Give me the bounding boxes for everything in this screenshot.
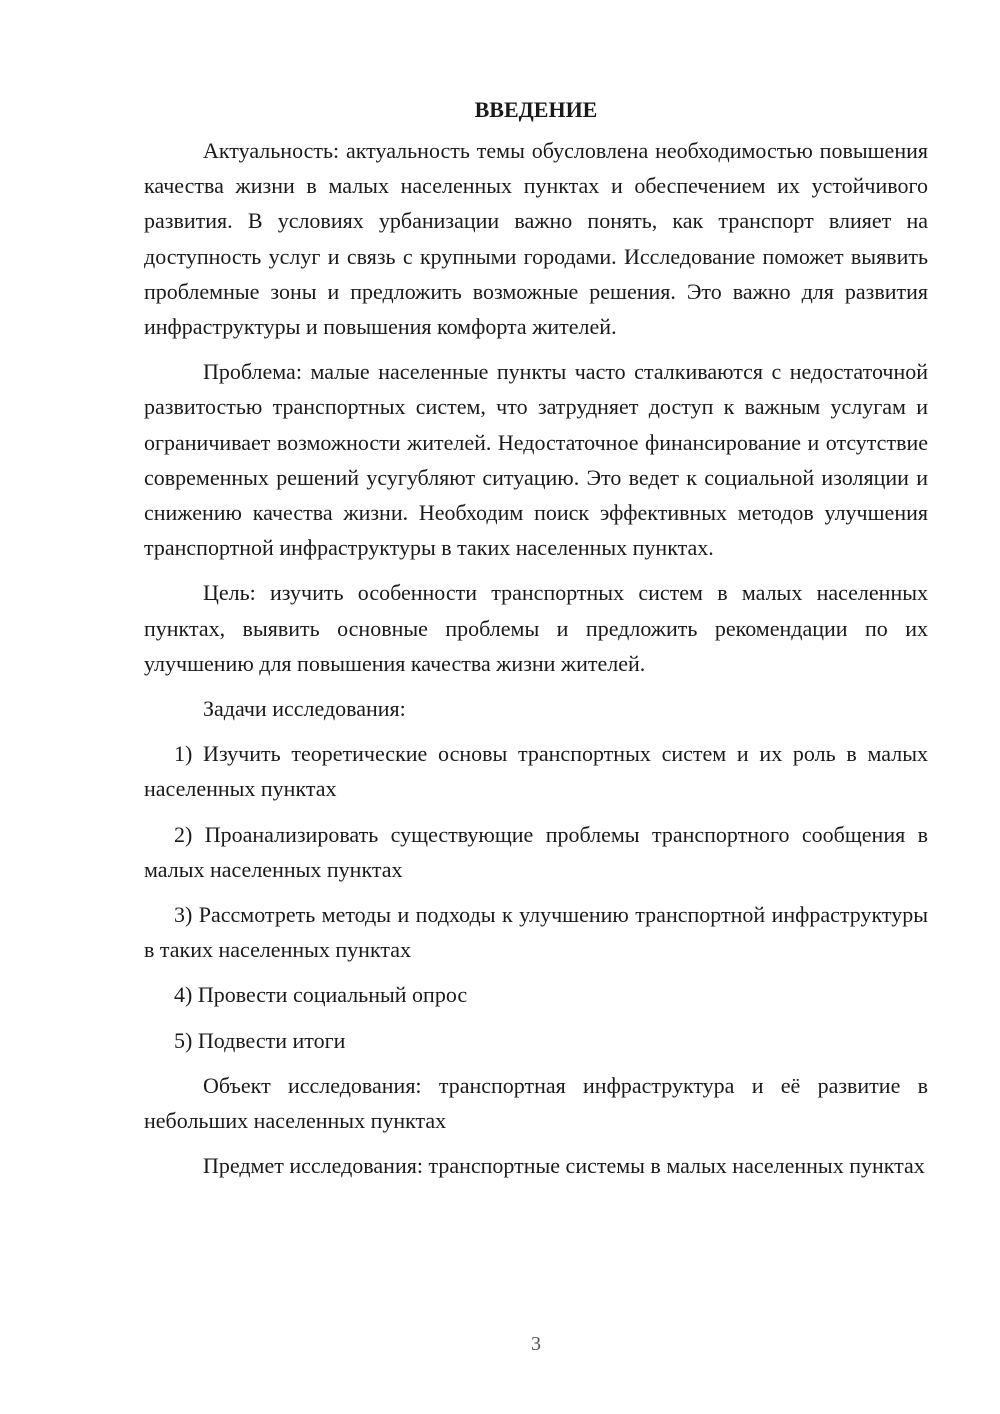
document-page <box>144 92 928 1183</box>
paragraph-problem: Проблема: малые населенные пункты часто сталкиваются с недостаточной развитостью транспортных систем, что затрудняет доступ к важным услугам и ограничивает возможности жителей. Недостаточное финансирование и отсутствие современных решений усугубляют ситуацию. Это ведет к социальной изоляции и снижению качества жизни. Необходим поиск эффективных методов улучшения транспортной инфраструктуры в таких населенных пунктах. <box>144 359 928 561</box>
task-item-2: 2) Проанализировать существующие проблемы транспортного сообщения в малых населенных пунктах <box>144 821 928 882</box>
page-number: 3 <box>531 1333 541 1355</box>
task-item-1: 1) Изучить теоретические основы транспортных систем и их роль в малых населенных пунктах <box>144 741 928 802</box>
paragraph-relevance: Актуальность: актуальность темы обусловлена необходимостью повышения качества жизни в малых населенных пунктах и обеспечением их устойчивого развития. В условиях урбанизации важно понять, как транспорт влияет на доступность услуг и связь с крупными городами. Исследование поможет выявить проблемные зоны и предложить возможные решения. Это важно для развития инфраструктуры и повышения комфорта жителей. <box>144 138 928 340</box>
paragraph-tasks-heading: Задачи исследования: <box>203 696 406 722</box>
task-item-5: 5) Подвести итоги <box>174 1027 346 1053</box>
task-item-3: 3) Рассмотреть методы и подходы к улучшению транспортной инфраструктуры в таких населенных пунктах <box>144 902 928 963</box>
task-item-4: 4) Провести социальный опрос <box>174 982 468 1008</box>
paragraph-goal: Цель: изучить особенности транспортных систем в малых населенных пунктах, выявить основные проблемы и предложить рекомендации по их улучшению для повышения качества жизни жителей. <box>144 580 928 676</box>
paragraph-subject: Предмет исследования: транспортные системы в малых населенных пунктах <box>203 1153 925 1179</box>
page-title: ВВЕДЕНИЕ <box>474 97 598 122</box>
paragraph-object: Объект исследования: транспортная инфраструктура и её развитие в небольших населенных пунктах <box>144 1072 928 1134</box>
